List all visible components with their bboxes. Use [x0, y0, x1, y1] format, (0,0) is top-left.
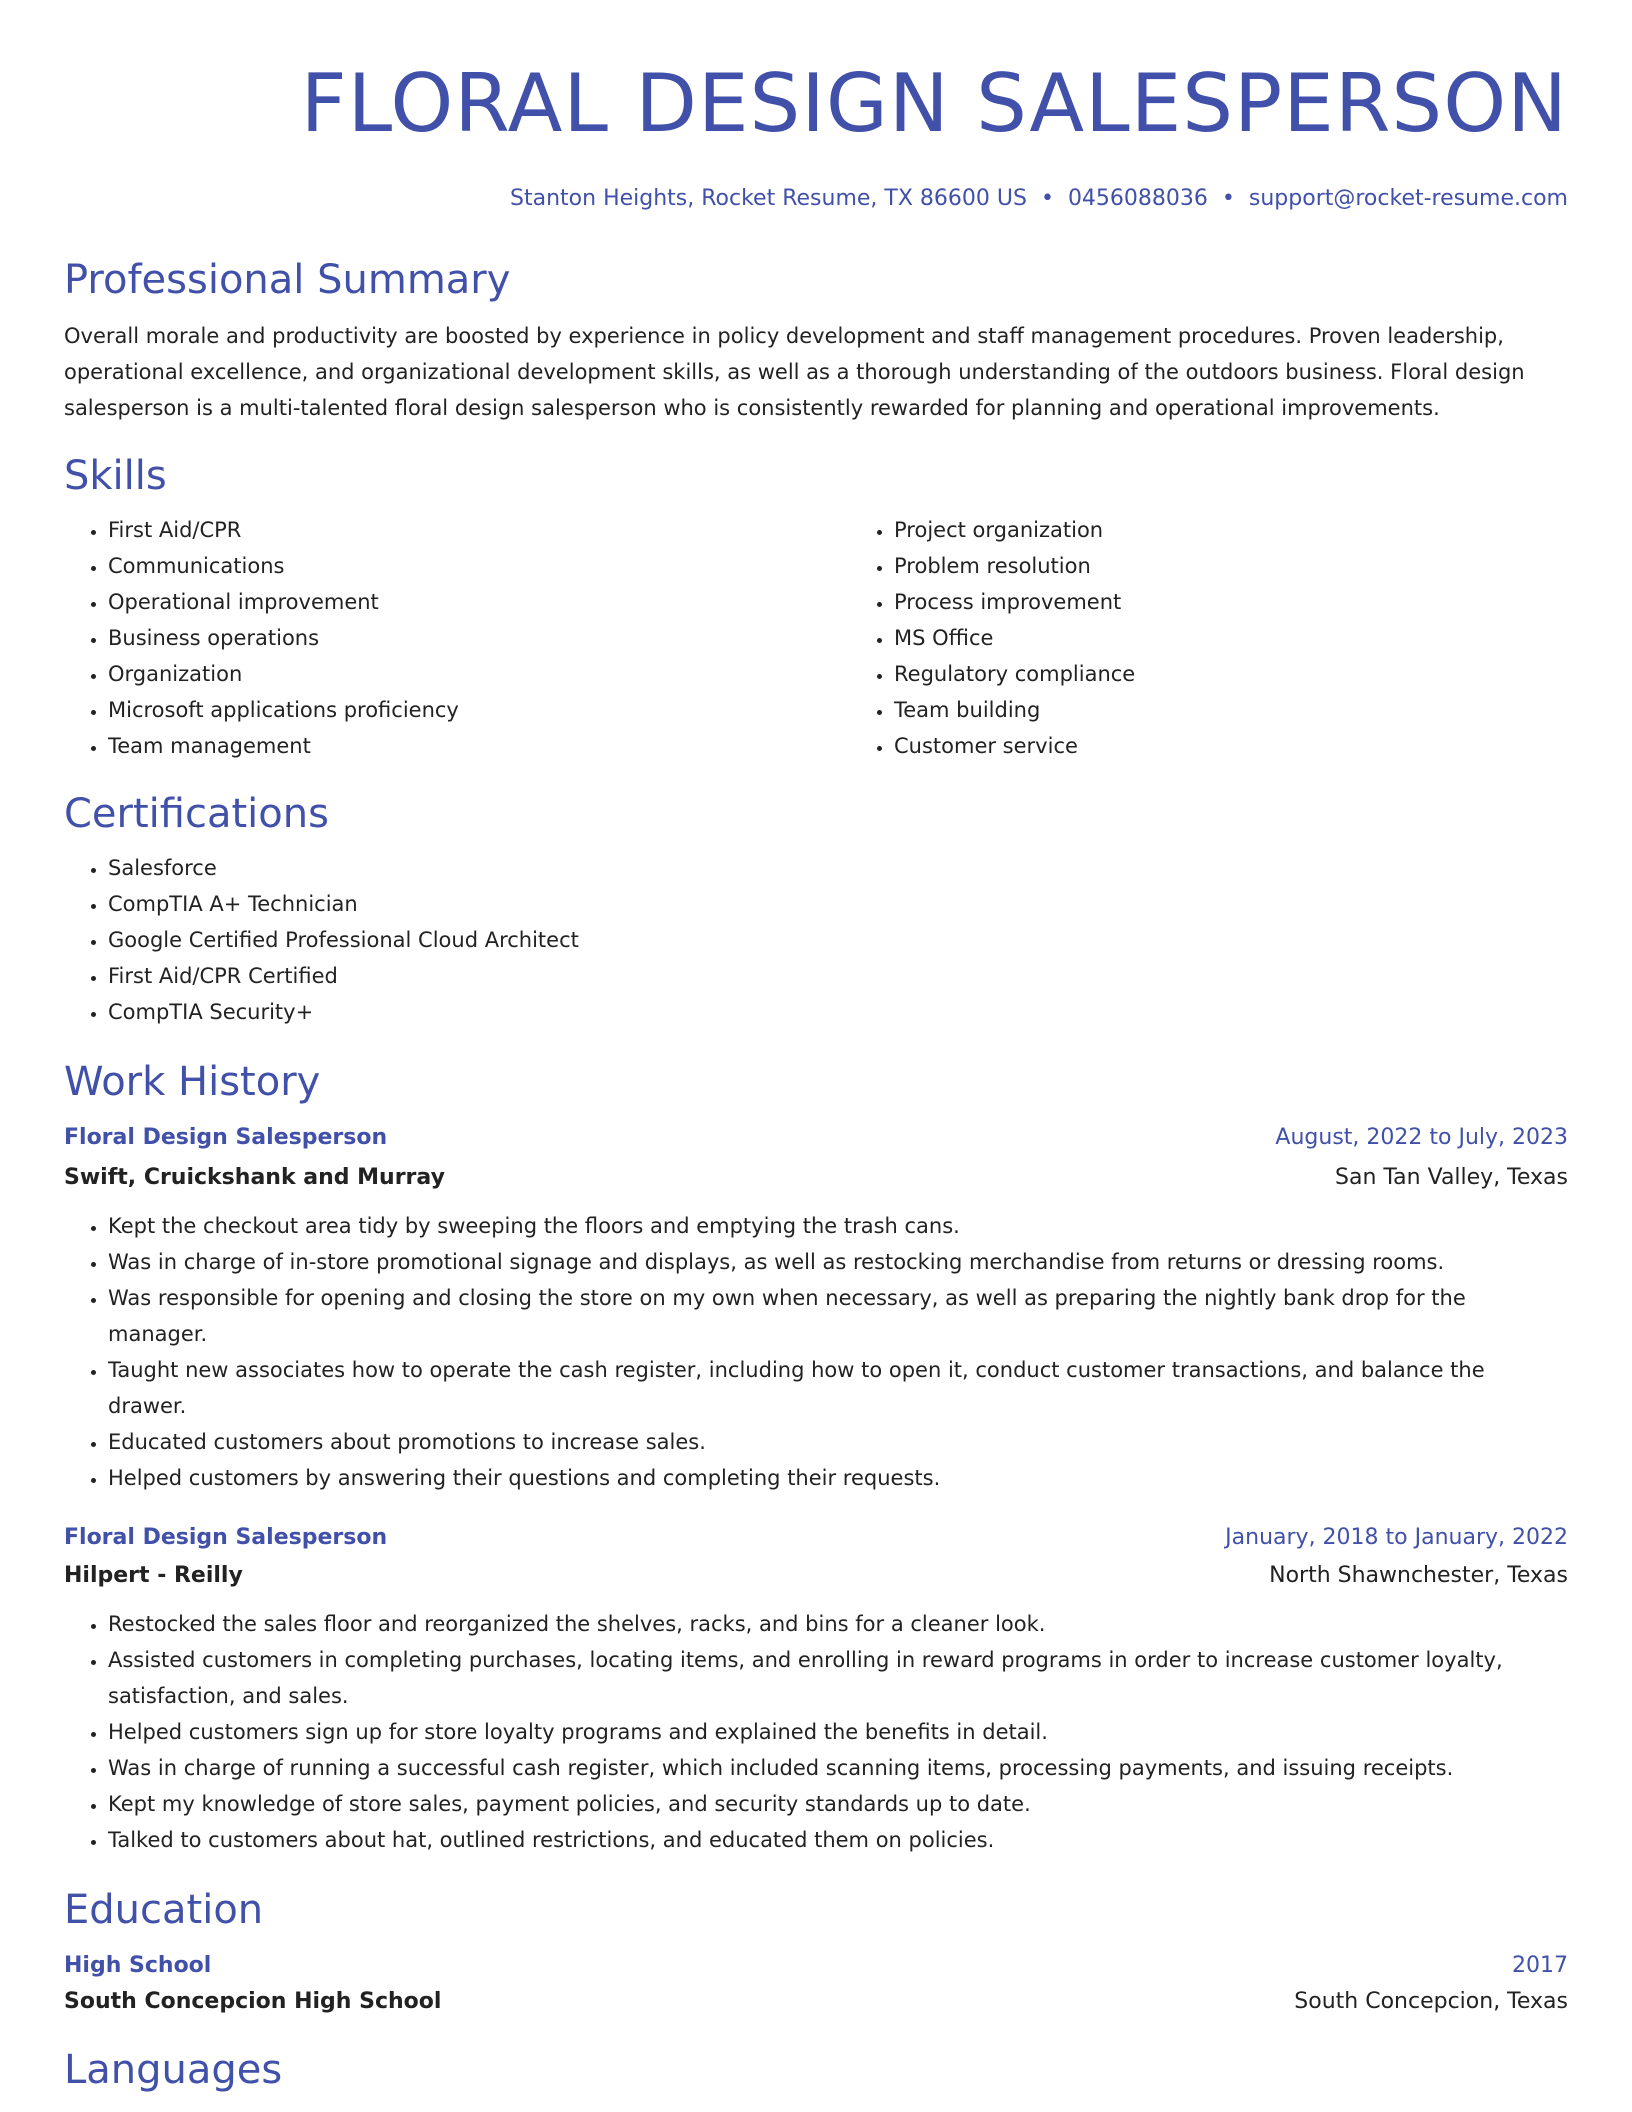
certifications-list	[64, 850, 1568, 1030]
skill-item: • Customer service	[894, 728, 1632, 764]
education-location: South Concepcion, Texas	[1294, 1989, 1568, 2014]
skills-list-left	[64, 512, 850, 764]
section-title-languages: Languages	[64, 2047, 283, 2093]
job-bullet: • Was in charge of running a successful cash register, which included scanning items, processing payments, and issuing receipts.	[108, 1750, 1568, 1786]
job-location: North Shawnchester, Texas	[1269, 1563, 1568, 1588]
skill-item: • MS Office	[894, 620, 1632, 656]
contact-address: Stanton Heights, Rocket Resume, TX 86600 US	[510, 186, 1027, 211]
skill-item: • Regulatory compliance	[894, 656, 1632, 692]
resume-name: FLORAL DESIGN SALESPERSON	[300, 57, 1568, 150]
section-title-work-history: Work History	[64, 1059, 321, 1105]
skills-list-right	[850, 512, 1632, 764]
section-title-skills: Skills	[64, 453, 167, 499]
contact-separator: •	[1221, 186, 1235, 211]
job-header-row	[64, 1520, 1568, 1556]
summary-text: Overall morale and productivity are boosted by experience in policy development and staff management procedures. Proven leadership, operational excellence, and organizational development skills, as well as a thorough understanding of the outdoors business. Floral design salesperson is a multi-talented floral design salesperson who is consistently rewarded for planning and operational improvements.	[64, 324, 1525, 420]
job-bullet: • Educated customers about promotions to increase sales.	[108, 1424, 1568, 1460]
job-bullet: • Assisted customers in completing purchases, locating items, and enrolling in reward programs in order to increase customer loyalty, satisfaction, and sales.	[108, 1642, 1568, 1714]
skill-item: • Team building	[894, 692, 1632, 728]
skill-item: • First Aid/CPR	[108, 512, 850, 548]
job-bullet: • Restocked the sales floor and reorganized the shelves, racks, and bins for a cleaner look.	[108, 1606, 1568, 1642]
education-degree: High School	[64, 1953, 212, 1978]
education-year: 2017	[1512, 1953, 1568, 1978]
job-company-row	[64, 1160, 1568, 1196]
job-bullet: • Kept the checkout area tidy by sweeping the floors and emptying the trash cans.	[108, 1208, 1568, 1244]
job-bullets	[64, 1606, 1568, 1858]
skills-columns	[64, 512, 1568, 764]
contact-line	[64, 184, 1568, 214]
job-dates: August, 2022 to July, 2023	[1275, 1125, 1568, 1150]
skill-item: • Microsoft applications proficiency	[108, 692, 850, 728]
job-location: San Tan Valley, Texas	[1335, 1165, 1568, 1190]
education-school: South Concepcion High School	[64, 1989, 442, 2014]
skill-item: • Business operations	[108, 620, 850, 656]
job-entry	[64, 1520, 1568, 1858]
skill-item: • Organization	[108, 656, 850, 692]
certification-item: • CompTIA A+ Technician	[108, 886, 1568, 922]
job-bullet: • Was responsible for opening and closing the store on my own when necessary, as well as preparing the nightly bank drop for the manager.	[108, 1280, 1568, 1352]
job-dates: January, 2018 to January, 2022	[1225, 1525, 1568, 1550]
skill-item: • Communications	[108, 548, 850, 584]
skill-item: • Operational improvement	[108, 584, 850, 620]
education-header-row	[64, 1948, 1568, 1984]
skill-item: • Process improvement	[894, 584, 1632, 620]
job-entry	[64, 1120, 1568, 1496]
job-company: Hilpert - Reilly	[64, 1563, 243, 1588]
job-bullet: • Talked to customers about hat, outlined restrictions, and educated them on policies.	[108, 1822, 1568, 1858]
contact-email[interactable]: support@rocket-resume.com	[1248, 186, 1568, 211]
job-header-row	[64, 1120, 1568, 1156]
job-company-row	[64, 1558, 1568, 1594]
education-entry	[64, 1948, 1568, 2020]
education-school-row	[64, 1984, 1568, 2020]
job-bullet: • Helped customers by answering their questions and completing their requests.	[108, 1460, 1568, 1496]
certification-item: • CompTIA Security+	[108, 994, 1568, 1030]
certification-item: • Salesforce	[108, 850, 1568, 886]
job-title: Floral Design Salesperson	[64, 1525, 388, 1550]
job-bullet: • Taught new associates how to operate the cash register, including how to open it, conduct customer transactions, and balance the drawer.	[108, 1352, 1568, 1424]
section-title-summary: Professional Summary	[64, 257, 511, 303]
job-bullet: • Was in charge of in-store promotional signage and displays, as well as restocking merchandise from returns or dressing rooms.	[108, 1244, 1568, 1280]
contact-separator: •	[1040, 186, 1054, 211]
job-title: Floral Design Salesperson	[64, 1125, 388, 1150]
skill-item: • Problem resolution	[894, 548, 1632, 584]
section-title-certifications: Certifications	[64, 791, 329, 837]
certification-item: • Google Certified Professional Cloud Architect	[108, 922, 1568, 958]
contact-phone: 0456088036	[1067, 186, 1208, 211]
certification-item: • First Aid/CPR Certified	[108, 958, 1568, 994]
job-bullets	[64, 1208, 1568, 1496]
job-bullet: • Helped customers sign up for store loyalty programs and explained the benefits in detail.	[108, 1714, 1568, 1750]
skill-item: • Team management	[108, 728, 850, 764]
job-bullet: • Kept my knowledge of store sales, payment policies, and security standards up to date.	[108, 1786, 1568, 1822]
skill-item: • Project organization	[894, 512, 1632, 548]
section-title-education: Education	[64, 1887, 264, 1933]
job-company: Swift, Cruickshank and Murray	[64, 1165, 445, 1190]
